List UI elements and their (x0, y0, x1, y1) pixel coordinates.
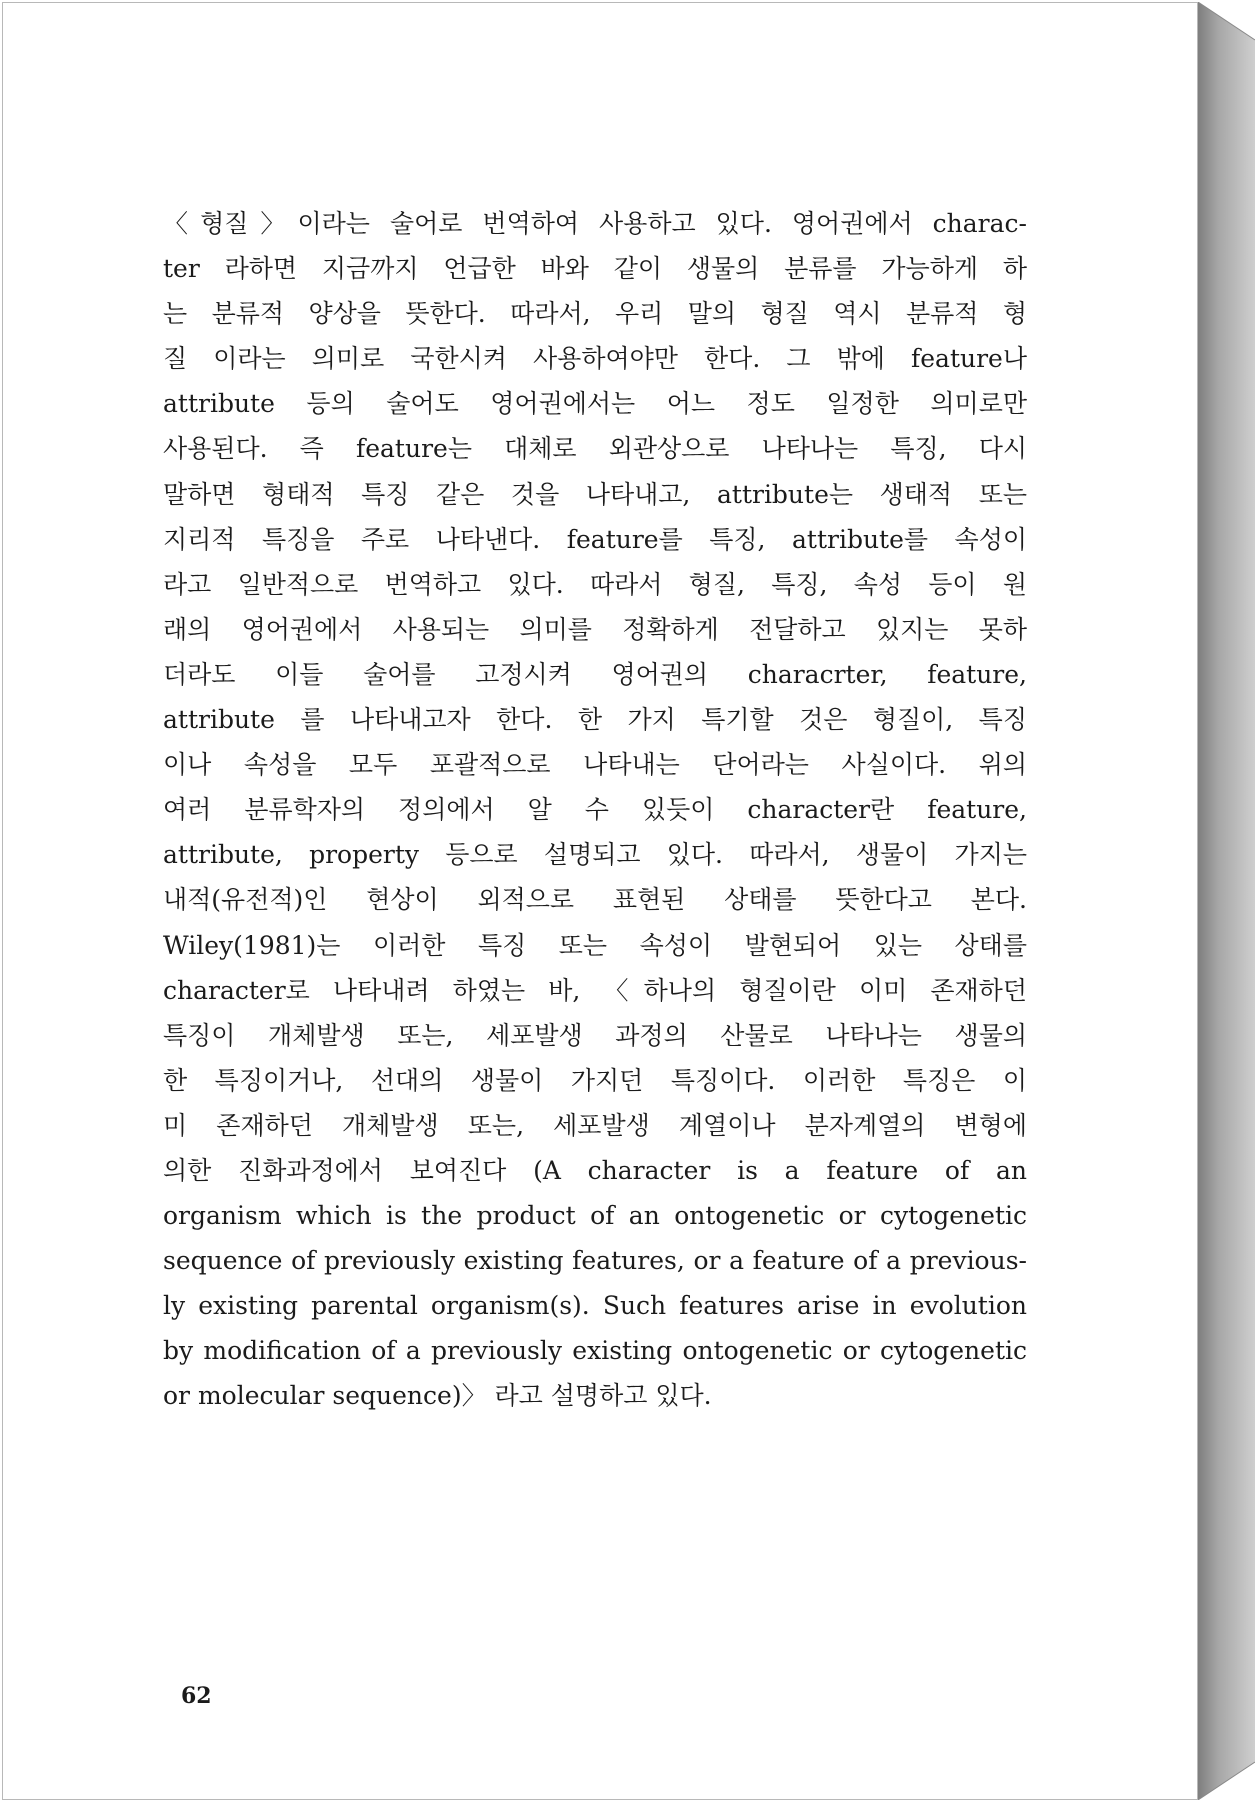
text-line: 한 특징이거나, 선대의 생물이 가지던 특징이다. 이러한 특징은 이 (163, 1065, 1027, 1095)
page-stack-edge (1198, 2, 1255, 1800)
page-number: 62 (181, 1683, 212, 1709)
text-line: attribute 를 나타내고자 한다. 한 가지 특기할 것은 형질이, 특징 (163, 705, 1027, 735)
text-line: ter 라하면 지금까지 언급한 바와 같이 생물의 분류를 가능하게 하 (163, 254, 1027, 284)
text-line: 내적(유전적)인 현상이 외적으로 표현된 상태를 뜻한다고 본다. (163, 885, 1027, 915)
text-line: 여러 분류학자의 정의에서 알 수 있듯이 character란 feature, (163, 795, 1027, 825)
text-line: organism which is the product of an ontogenetic or cytogenetic (163, 1201, 1027, 1231)
text-line: attribute 등의 술어도 영어권에서는 어느 정도 일정한 의미로만 (163, 389, 1027, 419)
text-line: by modification of a previously existing ontogenetic or cytogenetic (163, 1336, 1027, 1366)
text-line: 더라도 이들 술어를 고정시켜 영어권의 characrter, feature, (163, 659, 1027, 689)
text-line: 는 분류적 양상을 뜻한다. 따라서, 우리 말의 형질 역시 분류적 형 (163, 299, 1027, 329)
text-line: 이나 속성을 모두 포괄적으로 나타내는 단어라는 사실이다. 위의 (163, 750, 1027, 780)
text-line: 말하면 형태적 특징 같은 것을 나타내고, attribute는 생태적 또는 (163, 479, 1027, 509)
text-line: sequence of previously existing features, or a feature of a previous- (163, 1246, 1027, 1276)
text-line: 지리적 특징을 주로 나타낸다. feature를 특징, attribute를 속성이 (163, 524, 1027, 554)
text-line: 의한 진화과정에서 보여진다 (A character is a feature of an (163, 1155, 1027, 1185)
text-line: 질 이라는 의미로 국한시켜 사용하여야만 한다. 그 밖에 feature나 (163, 344, 1027, 374)
body-text (163, 201, 1027, 1419)
text-line: 라고 일반적으로 번역하고 있다. 따라서 형질, 특징, 속성 등이 원 (163, 569, 1027, 599)
text-line: character로 나타내려 하였는 바, 〈하나의 형질이란 이미 존재하던 (163, 975, 1027, 1005)
text-line: 미 존재하던 개체발생 또는, 세포발생 계열이나 분자계열의 변형에 (163, 1110, 1027, 1140)
page-curl-shadow (1198, 2, 1255, 1800)
text-line: 래의 영어권에서 사용되는 의미를 정확하게 전달하고 있지는 못하 (163, 614, 1027, 644)
text-line: 〈형질〉이라는 술어로 번역하여 사용하고 있다. 영어권에서 charac- (163, 209, 1027, 238)
text-line: 특징이 개체발생 또는, 세포발생 과정의 산물로 나타나는 생물의 (163, 1020, 1027, 1050)
text-line: 사용된다. 즉 feature는 대체로 외관상으로 나타나는 특징, 다시 (163, 434, 1027, 464)
text-line: or molecular sequence)〉 라고 설명하고 있다. (163, 1381, 712, 1411)
text-line: attribute, property 등으로 설명되고 있다. 따라서, 생물이 가지는 (163, 840, 1027, 870)
text-line: ly existing parental organism(s). Such features arise in evolution (163, 1291, 1027, 1321)
text-line: Wiley(1981)는 이러한 특징 또는 속성이 발현되어 있는 상태를 (163, 930, 1027, 960)
book-page (2, 2, 1198, 1800)
